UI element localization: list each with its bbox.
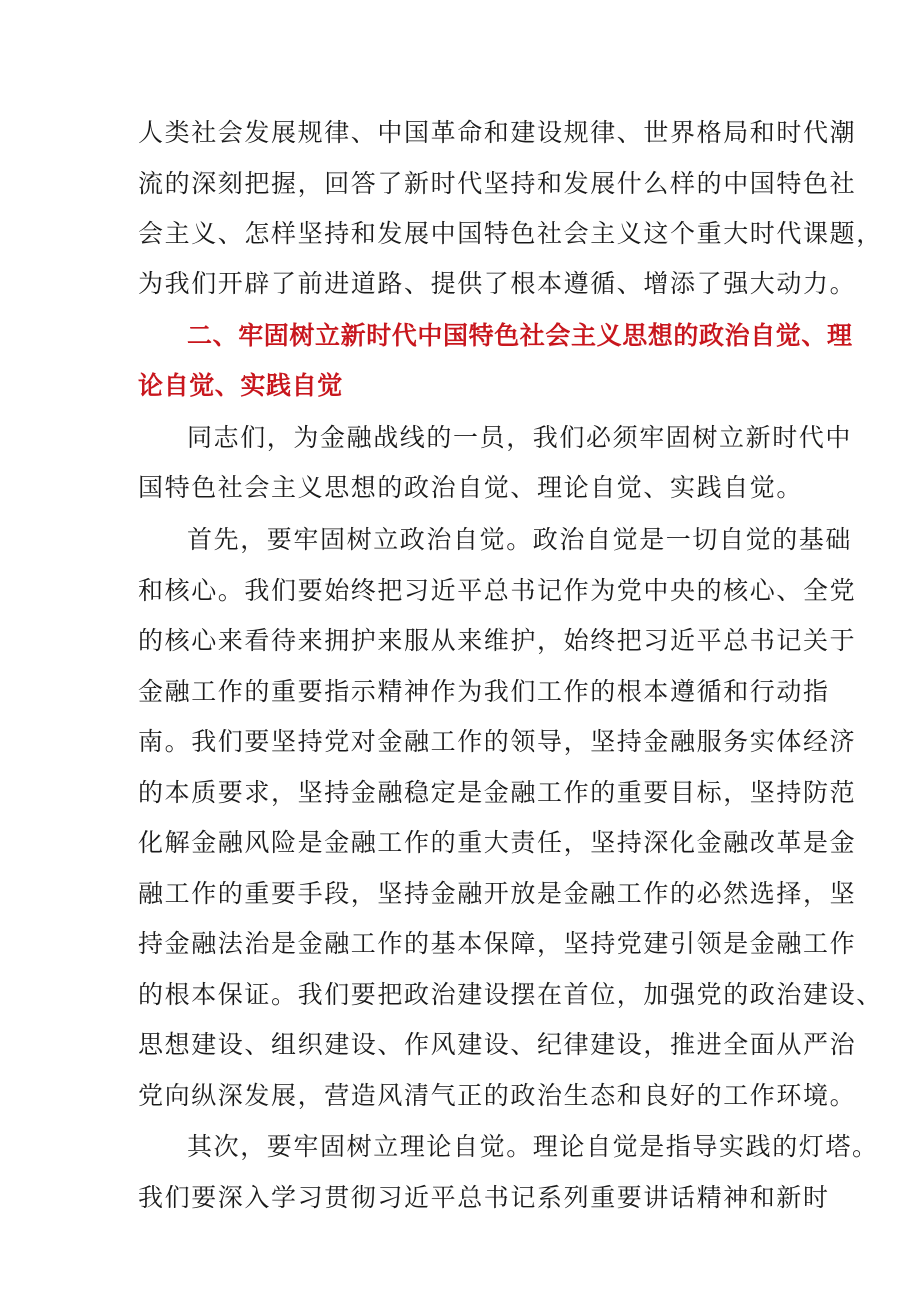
paragraph-line: 的根本保证。我们要把政治建设摆在首位，加强党的政治建设、 [138, 980, 883, 1009]
paragraph-line: 同志们，为金融战线的一员，我们必须牢固树立新时代中 [187, 423, 853, 452]
paragraph-line: 持金融法治是金融工作的基本保障，坚持党建引领是金融工作 [138, 929, 857, 958]
section-heading: 论自觉、实践自觉 [138, 371, 343, 400]
body-line: 流的深刻把握，回答了新时代坚持和发展什么样的中国特色社 [138, 169, 857, 198]
paragraph-line: 首先，要牢固树立政治自觉。政治自觉是一切自觉的基础 [187, 525, 853, 554]
section-heading: 二、牢固树立新时代中国特色社会主义思想的政治自觉、理 [187, 321, 853, 350]
paragraph-line: 其次，要牢固树立理论自觉。理论自觉是指导实践的灯塔。 [187, 1132, 879, 1161]
paragraph-line: 的本质要求，坚持金融稳定是金融工作的重要目标，坚持防范 [138, 778, 857, 807]
paragraph-line: 化解金融风险是金融工作的重大责任，坚持深化金融改革是金 [138, 828, 857, 857]
paragraph-line: 的核心来看待来拥护来服从来维护，始终把习近平总书记关于 [138, 626, 857, 655]
paragraph-line: 党向纵深发展，营造风清气正的政治生态和良好的工作环境。 [138, 1081, 857, 1110]
body-line: 人类社会发展规律、中国革命和建设规律、世界格局和时代潮 [138, 118, 857, 147]
paragraph-line: 金融工作的重要指示精神作为我们工作的根本遵循和行动指 [138, 677, 830, 706]
paragraph-line: 和核心。我们要始终把习近平总书记作为党中央的核心、全党 [138, 576, 857, 605]
paragraph-line: 国特色社会主义思想的政治自觉、理论自觉、实践自觉。 [138, 473, 804, 502]
paragraph-line: 南。我们要坚持党对金融工作的领导，坚持金融服务实体经济 [138, 727, 857, 756]
paragraph-line: 我们要深入学习贯彻习近平总书记系列重要讲话精神和新时 [138, 1183, 830, 1212]
body-line: 为我们开辟了前进道路、提供了根本遵循、增添了强大动力。 [138, 269, 857, 298]
body-line: 会主义、怎样坚持和发展中国特色社会主义这个重大时代课题， [138, 219, 883, 248]
paragraph-line: 思想建设、组织建设、作风建设、纪律建设，推进全面从严治 [138, 1030, 857, 1059]
paragraph-line: 融工作的重要手段，坚持金融开放是金融工作的必然选择，坚 [138, 879, 857, 908]
